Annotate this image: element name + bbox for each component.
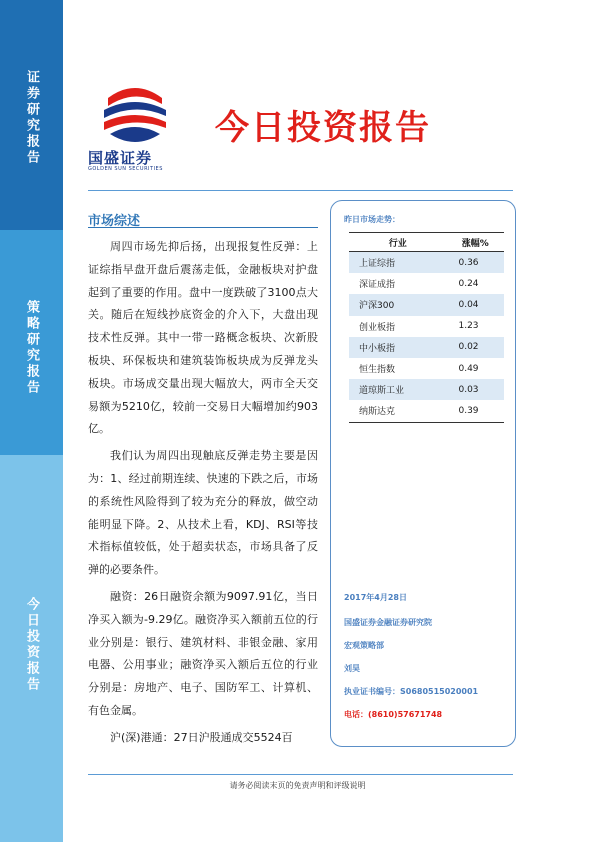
company-name: 国盛证券	[88, 149, 153, 167]
table-row	[349, 337, 504, 358]
body-text	[88, 236, 318, 754]
row-value: 1.23	[458, 321, 479, 332]
table-row	[349, 294, 504, 315]
row-value: 0.36	[446, 252, 504, 274]
sidebar-label: 今日投资报告	[24, 597, 39, 693]
row-name: 道琼斯工业	[349, 379, 446, 400]
table-row	[349, 252, 504, 274]
company-name-en: GOLDEN SUN SECURITIES	[88, 166, 163, 172]
sidebar-segment-strategy	[0, 230, 63, 455]
institute-name: 国盛证券金融证券研究院	[344, 618, 432, 627]
row-value: 0.03	[446, 379, 504, 400]
certificate-number: 执业证书编号：S0680515020001	[344, 687, 479, 696]
row-name: 深证成指	[359, 280, 396, 291]
row-name: 恒生指数	[359, 365, 396, 376]
page-title: 今日投资报告	[215, 108, 431, 148]
row-name: 中小板指	[349, 337, 446, 358]
sidebar	[0, 0, 63, 842]
section-heading: 市场综述	[88, 214, 141, 229]
row-value: 0.04	[446, 294, 504, 315]
paragraph: 融资：26日融资余额为9097.91亿，当日净买入额为-9.29亿。融资净买入额前五位的行业分别是：银行、建筑材料、非银金融、家用电器、公用事业；融资净买入额后五位的行业分别是：房地产、电子、国防军工、计算机、有色金属。	[88, 589, 318, 717]
row-value: 0.24	[458, 278, 479, 289]
sidebar-label: 证券研究报告	[24, 70, 39, 166]
author-name: 刘昊	[344, 664, 360, 673]
table-row	[349, 316, 504, 337]
section-divider	[88, 227, 318, 228]
market-table	[349, 232, 504, 423]
phone-number: 电话：(8610)57671748	[344, 710, 443, 719]
footer-divider	[88, 774, 513, 775]
table-row	[349, 379, 504, 400]
header-divider	[88, 190, 513, 191]
panel-title: 昨日市场走势：	[344, 215, 400, 224]
paragraph: 我们认为周四出现触底反弹走势主要是因为：1、经过前期连续、快速的下跌之后，市场的系统性风险得到了较为充分的释放，做空动能明显下降。2、从技术上看，KDJ、RSI等技术指标值较低，处于超卖状态，市场具备了反弹的必要条件。	[88, 449, 318, 577]
footer-disclaimer: 请务必阅读末页的免责声明和评级说明	[229, 781, 366, 790]
table-row	[349, 400, 504, 422]
table-header: 涨幅%	[446, 233, 504, 252]
report-date: 2017年4月28日	[344, 593, 407, 602]
table-row	[349, 273, 504, 294]
row-value: 0.02	[446, 337, 504, 358]
paragraph: 周四市场先抑后扬，出现报复性反弹：上证综指早盘开盘后震荡走低，金融板块对护盘起到了重要的作用。盘中一度跌破了3100点大关。随后在短线抄底资金的介入下，大盘出现技术性反弹。其中一带一路概念板块、次新股板块、环保板块和建筑装饰板块成为反弹龙头板块。市场成交量出现大幅放大，两市全天交易额为5210亿，较前一交易日大幅增加约903亿。	[88, 240, 318, 436]
sidebar-segment-report	[0, 0, 63, 230]
row-value: 0.39	[446, 400, 504, 422]
company-logo-icon	[88, 80, 183, 150]
department-name: 宏观策略部	[344, 641, 384, 650]
row-value: 0.49	[458, 363, 479, 374]
row-name: 纳斯达克	[349, 400, 446, 422]
table-row	[349, 358, 504, 379]
row-name: 沪深300	[349, 294, 446, 315]
row-name: 创业板指	[359, 322, 396, 333]
paragraph: 沪(深)港通：27日沪股通成交5524百	[110, 730, 293, 744]
row-name: 上证综指	[349, 252, 446, 274]
sidebar-label: 策略研究报告	[24, 300, 39, 396]
table-header: 行业	[349, 233, 446, 252]
